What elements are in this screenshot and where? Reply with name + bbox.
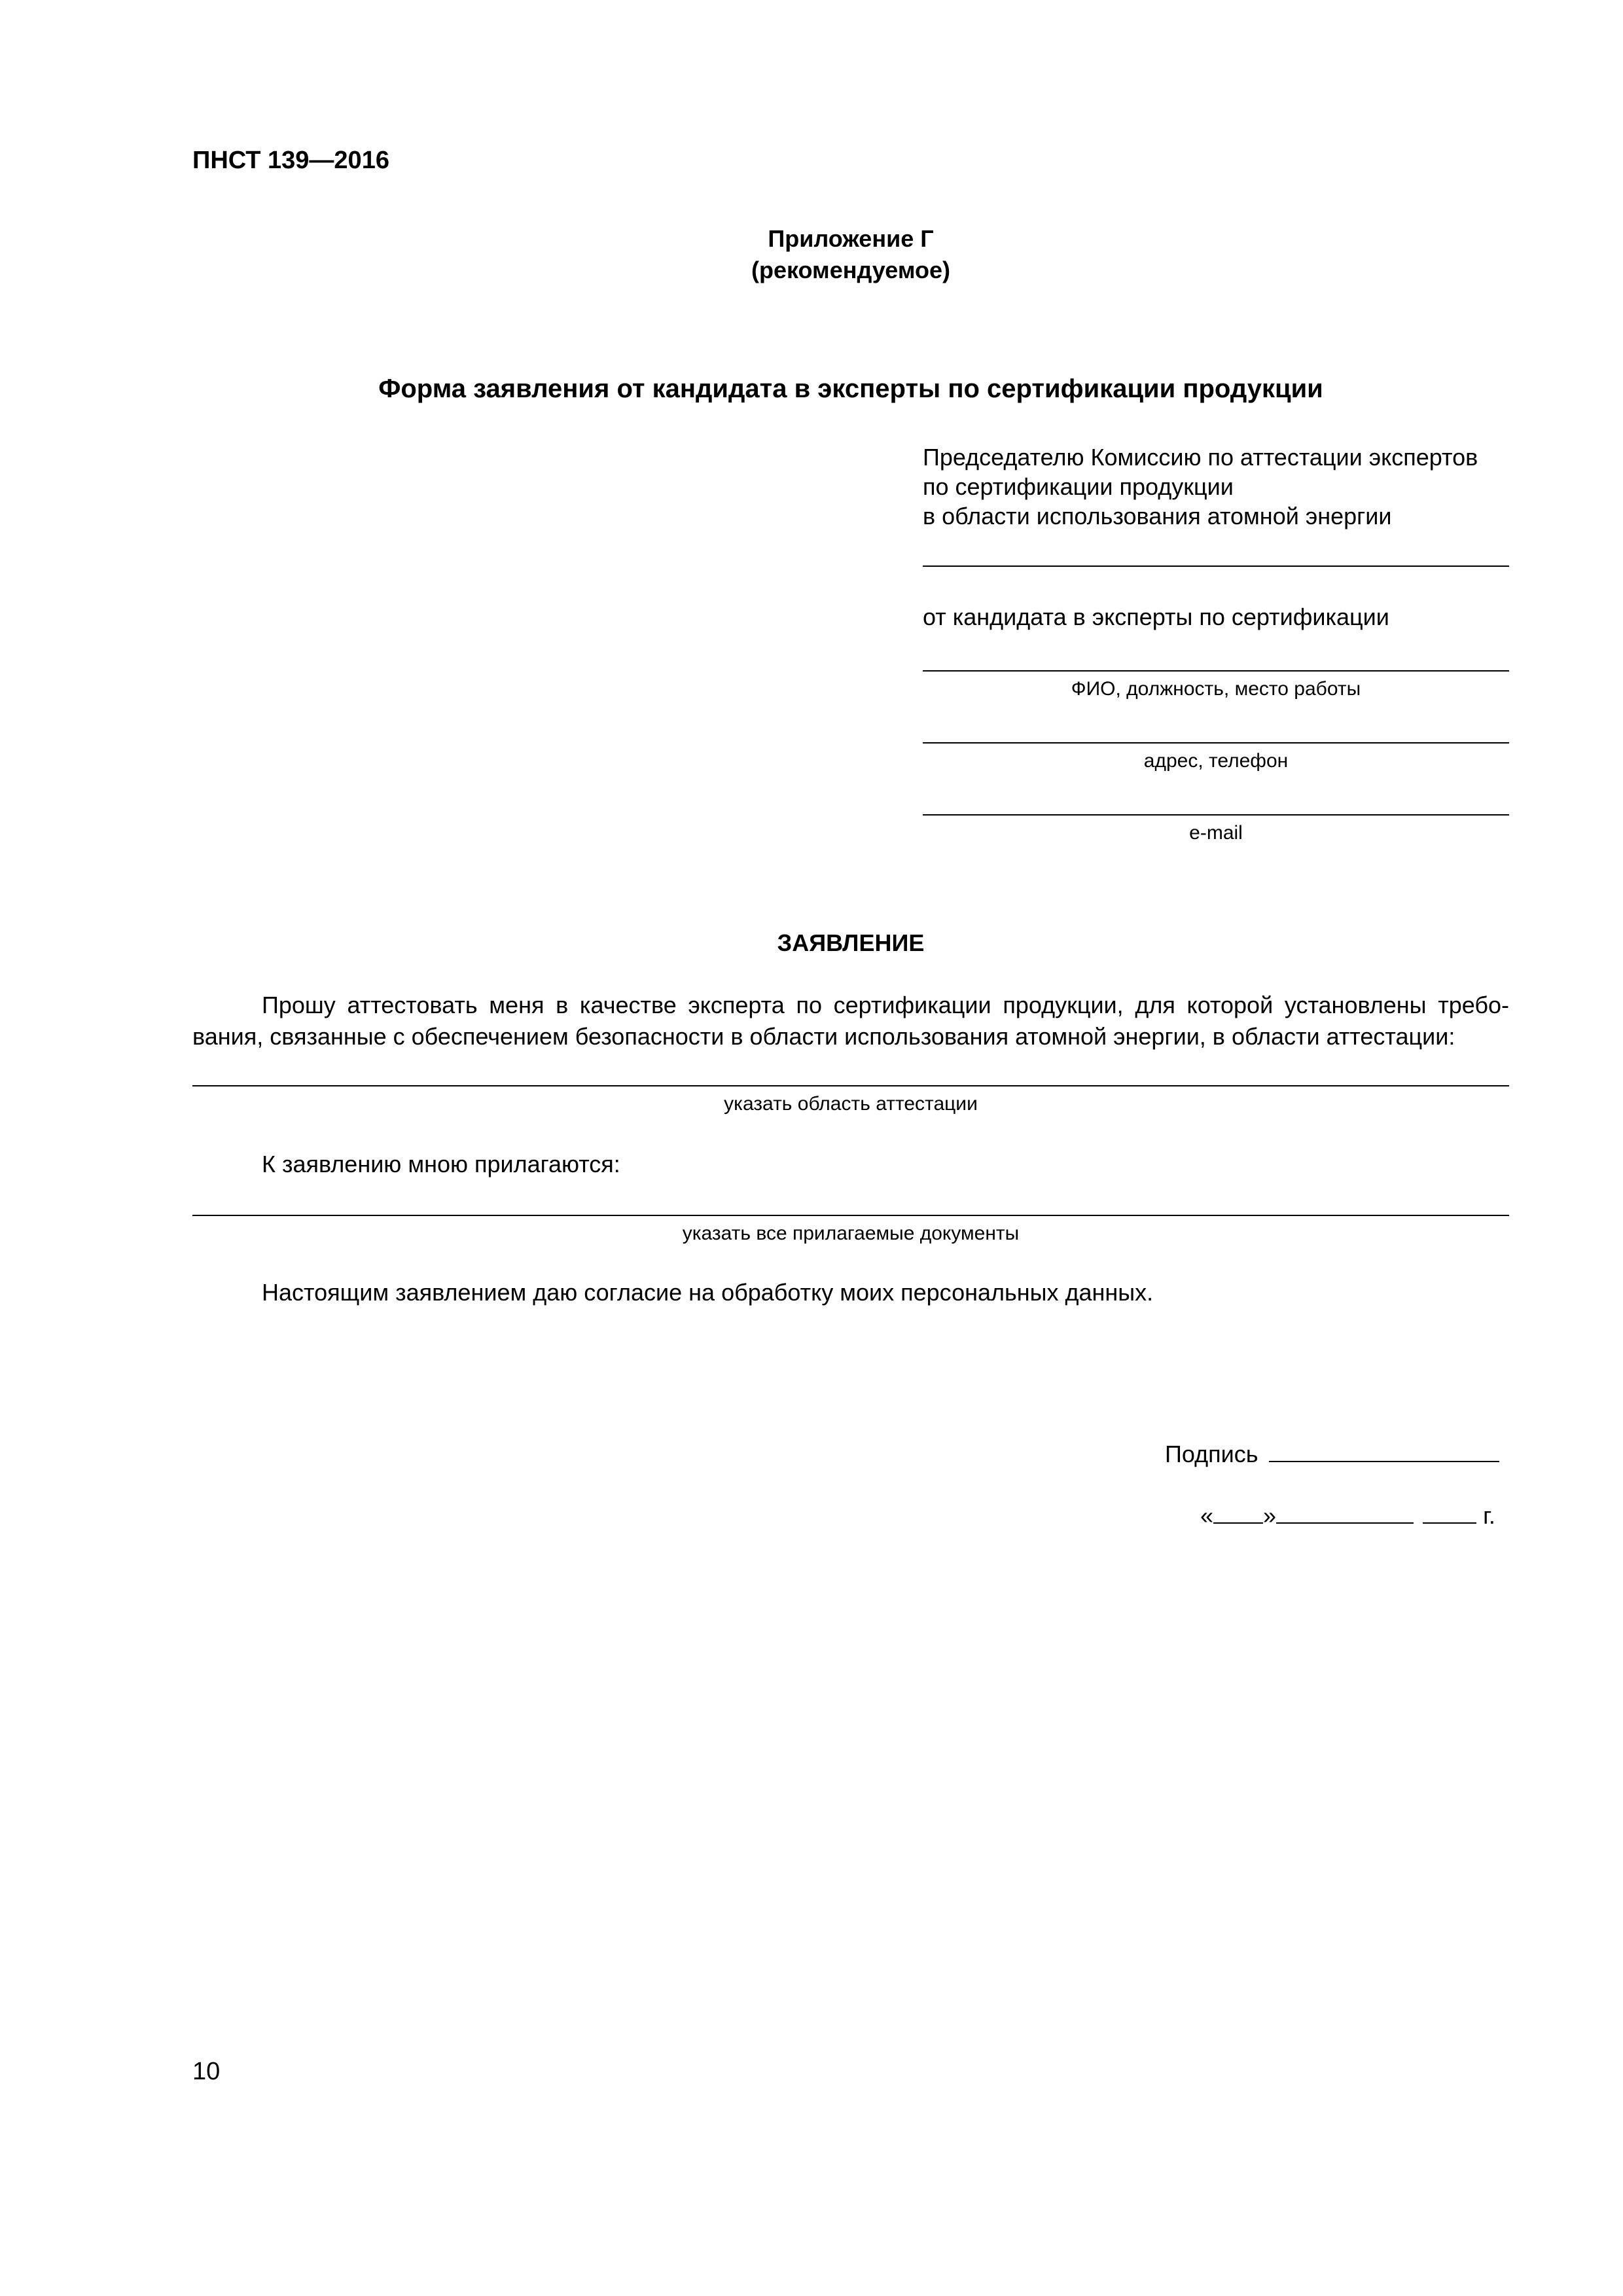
signature-blank[interactable]	[1269, 1439, 1499, 1462]
fio-blank-line[interactable]	[923, 670, 1509, 672]
form-title: Форма заявления от кандидата в эксперты по сертификации продукции	[378, 374, 1323, 403]
date-month-blank[interactable]	[1276, 1500, 1414, 1524]
appendix-title: Приложение Г	[768, 225, 934, 252]
statement-line: вания, связанные с обеспечением безопасности в области использования атомной энергии, в области аттестации:	[192, 1023, 1455, 1050]
date-close-quote: »	[1263, 1502, 1277, 1529]
attestation-area-caption: указать область аттестации	[724, 1093, 978, 1115]
attestation-area-blank-line[interactable]	[192, 1085, 1509, 1086]
addressee-line: по сертификации продукции	[923, 473, 1234, 500]
date-row	[1200, 1500, 1495, 1530]
address-blank-line[interactable]	[923, 742, 1509, 744]
attachments-label: К заявлению мною прилагаются:	[262, 1151, 620, 1177]
date-open-quote: «	[1200, 1502, 1214, 1529]
year-suffix: г.	[1483, 1502, 1495, 1529]
document-code: ПНСТ 139—2016	[192, 147, 389, 174]
signature-row	[1165, 1439, 1499, 1468]
email-caption: e-mail	[1189, 822, 1243, 844]
date-year-blank[interactable]	[1423, 1500, 1476, 1524]
address-caption: адрес, телефон	[1143, 750, 1289, 772]
addressee-name-blank-line[interactable]	[923, 565, 1509, 567]
from-candidate-label: от кандидата в эксперты по сертификации	[923, 603, 1389, 630]
appendix-note: (рекомендуемое)	[751, 257, 950, 283]
addressee-block	[923, 442, 1509, 531]
attachments-blank-line[interactable]	[192, 1215, 1509, 1216]
page-number: 10	[192, 2058, 221, 2085]
consent-text: Настоящим заявлением даю согласие на обработку моих персональных данных.	[262, 1279, 1154, 1306]
statement-line: Прошу аттестовать меня в качестве эксперта по сертификации продукции, для которой установлены требо-	[262, 992, 1509, 1018]
statement-paragraph	[192, 990, 1509, 1052]
date-day-blank[interactable]	[1213, 1500, 1263, 1524]
attachments-caption: указать все прилагаемые документы	[682, 1223, 1020, 1244]
statement-heading: ЗАЯВЛЕНИЕ	[777, 929, 925, 956]
fio-caption: ФИО, должность, место работы	[1071, 678, 1361, 700]
addressee-line: Председателю Комиссию по аттестации экспертов	[923, 444, 1478, 471]
addressee-line: в области использования атомной энергии	[923, 503, 1392, 529]
email-blank-line[interactable]	[923, 814, 1509, 816]
signature-label: Подпись	[1165, 1441, 1258, 1467]
